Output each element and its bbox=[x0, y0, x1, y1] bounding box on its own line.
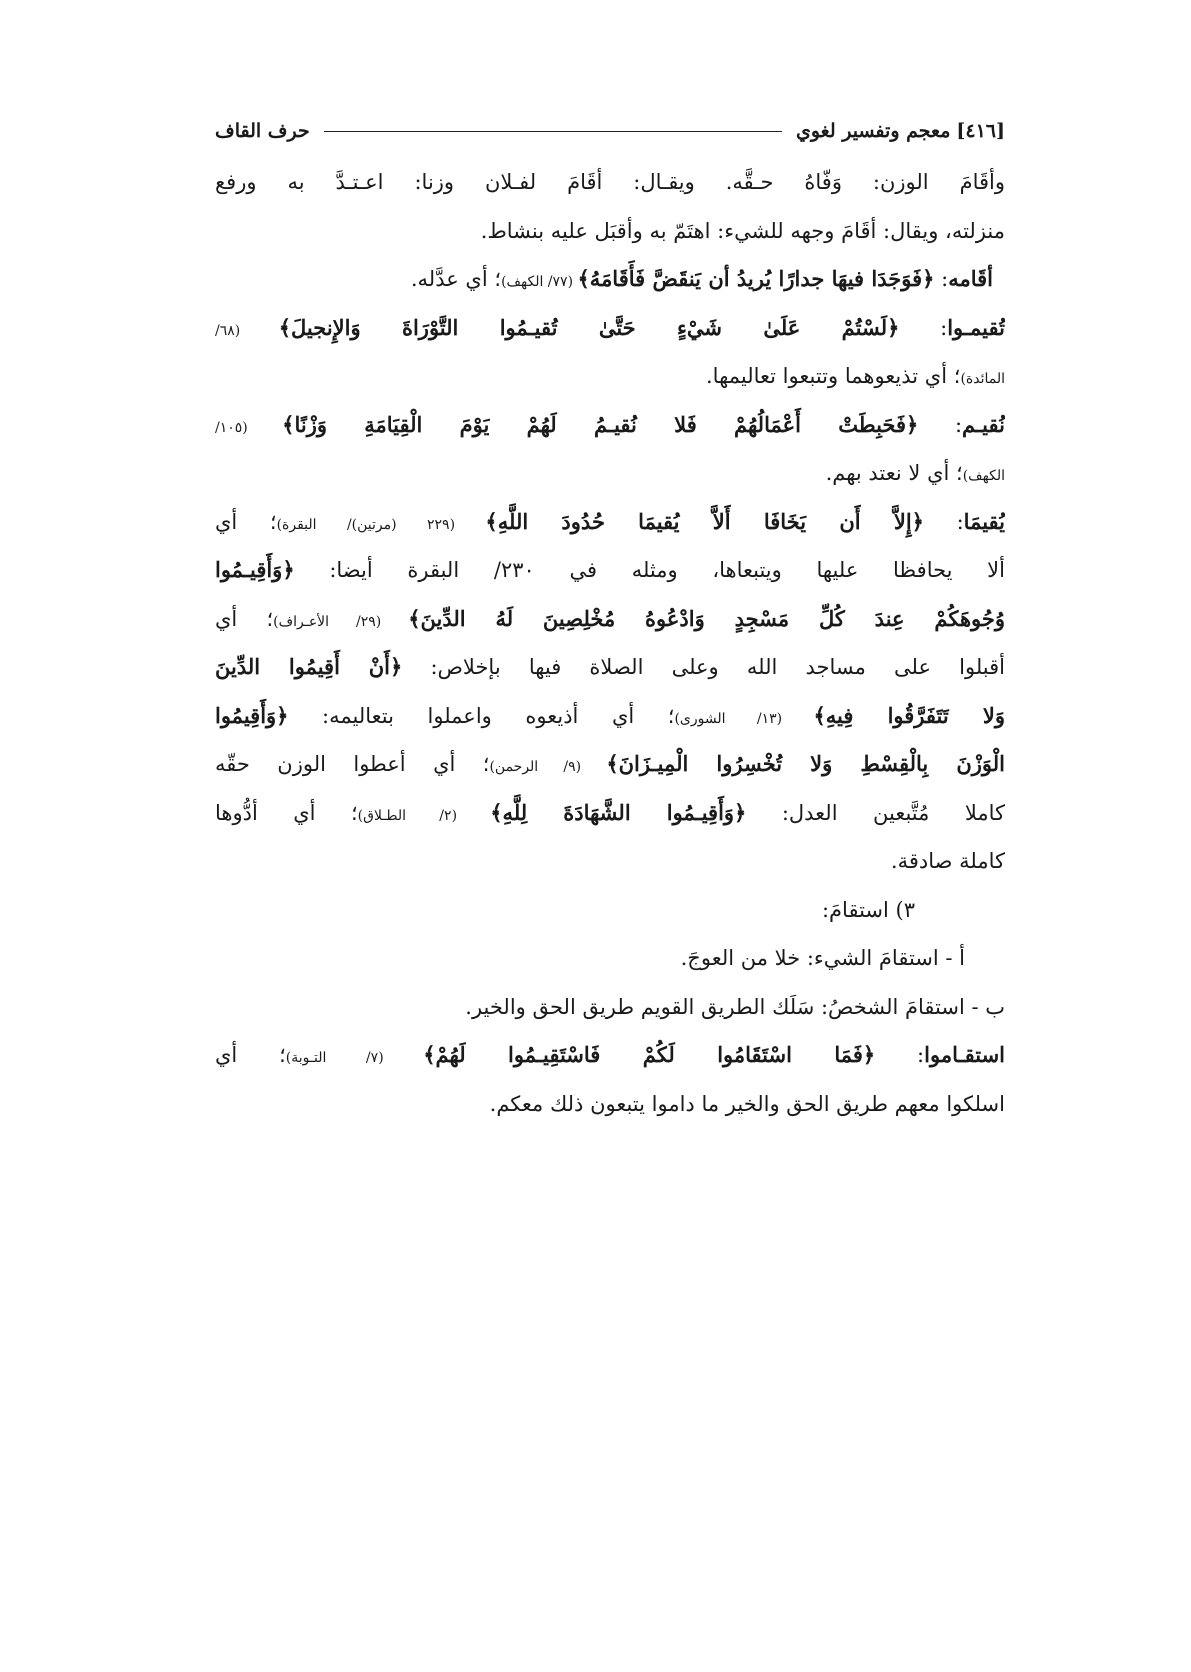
text-span: ؛ أي أعطوا الوزن حقّه bbox=[215, 752, 490, 776]
page-number: [٤١٦] bbox=[956, 120, 1005, 142]
text-span: ؛ أي أدُّوها bbox=[215, 800, 358, 825]
text-span: : bbox=[918, 412, 963, 437]
text-span: اسلكوا معهم طريق الحق والخير ما داموا يتبعون ذلك معكم. bbox=[489, 1091, 1005, 1116]
quran-verse: ﴿فَوَجَدَا فيهَا جدارًا يُريدُ أن يَنقَضَّ فَأَقَامَهُ﴾ bbox=[577, 266, 935, 291]
verse-reference: الكهف) bbox=[962, 468, 1005, 484]
text-line bbox=[215, 352, 1005, 401]
text-line bbox=[215, 789, 1005, 838]
text-line bbox=[215, 983, 1005, 1032]
quran-verse: الْوَزْنَ بِالْقِسْطِ وَلا تُخْسِرُوا الْمِيـزَانَ﴾ bbox=[606, 751, 1005, 776]
text-span: ؛ أي bbox=[215, 509, 277, 534]
headword: يُقيمَا bbox=[963, 508, 1005, 534]
text-span: ؛ أي bbox=[215, 1043, 286, 1067]
quran-verse: ﴿فَحَبِطَتْ أَعْمَالُهُمْ فَلا نُقيـمُ لَهُمْ يَوْمَ الْقِيَامَةِ وَزْنًا﴾ bbox=[282, 411, 919, 437]
document-page bbox=[215, 118, 1005, 1128]
text-line bbox=[215, 449, 1005, 498]
quran-verse: ﴿وَأَقِيـمُوا الشَّهَادَةَ لِلَّهِ﴾ bbox=[490, 799, 747, 825]
text-span: ألا يحافظا عليها ويتبعاها، ومثله في ٢٣٠/ البقرة أيضا: bbox=[294, 558, 1005, 582]
headword: أقَامه bbox=[948, 266, 993, 291]
text-line bbox=[215, 886, 1005, 935]
section-title: حرف القاف bbox=[215, 120, 310, 142]
verse-reference: (٧/ التـوبة) bbox=[285, 1050, 424, 1066]
verse-reference: (٢/ الطـلاق) bbox=[357, 807, 491, 824]
text-span: : bbox=[875, 1043, 925, 1067]
text-span: أقبلوا على مساجد الله وعلى الصلاة فيها بإخلاص: bbox=[402, 655, 1005, 679]
text-line bbox=[215, 1031, 1005, 1080]
text-span: ؛ أي لا نعتد بهم. bbox=[825, 461, 963, 485]
header-rule bbox=[324, 131, 782, 132]
text-span: كاملا مُتَّبعين العدل: bbox=[746, 800, 1005, 825]
verse-reference: (١٠٥/ bbox=[215, 419, 283, 436]
verse-reference: المائدة) bbox=[960, 371, 1005, 387]
text-span: ؛ أي bbox=[215, 606, 274, 631]
text-line bbox=[215, 692, 1005, 741]
quran-verse: وَلا تَتَفَرَّقُوا فِيهِ﴾ bbox=[813, 702, 1005, 728]
text-span: ؛ أي عدَّله. bbox=[410, 267, 502, 291]
text-line bbox=[215, 643, 1005, 692]
text-line bbox=[215, 255, 1005, 304]
text-span: : bbox=[899, 315, 948, 340]
text-span: كاملة صادقة. bbox=[890, 849, 1005, 873]
quran-verse: ﴿أَنْ أَقِيمُوا الدِّينَ bbox=[215, 654, 403, 679]
body-text bbox=[215, 158, 1005, 1128]
text-span: منزلته، ويقال: أقَامَ وجهه للشيء: اهتَمّ به وأقبَل عليه بنشاط. bbox=[480, 218, 1005, 243]
text-line bbox=[215, 401, 1005, 450]
text-line bbox=[215, 837, 1005, 886]
text-span: : bbox=[934, 267, 949, 291]
text-span: ب - استقامَ الشخصُ: سَلَك الطريق القويم طريق الحق والخير. bbox=[465, 994, 1005, 1019]
headword: استقـاموا bbox=[924, 1042, 1005, 1067]
text-span: وأقَامَ الوزن: وَفّاهُ حـقَّه. ويقـال: أقَامَ لفـلان وزنا: اعـتـدَّ به ورفع bbox=[215, 170, 1005, 194]
page-header bbox=[215, 118, 1005, 144]
verse-reference: (٩/ الرحمن) bbox=[489, 759, 607, 775]
text-line bbox=[215, 934, 1005, 983]
text-line bbox=[215, 207, 1005, 256]
book-title: معجم وتفسير لغوي bbox=[796, 120, 951, 142]
text-span: ؛ أي أذيعوه واعملوا بتعاليمه: bbox=[288, 703, 675, 728]
verse-reference: (١٣/ الشورى) bbox=[674, 710, 814, 727]
headword: نُقيـم bbox=[962, 411, 1005, 437]
quran-verse: ﴿إِلاَّ أَن يَخَافَا أَلاَّ يُقيمَا حُدُودَ اللَّهِ﴾ bbox=[485, 508, 924, 534]
text-line bbox=[215, 740, 1005, 789]
quran-verse: ﴿وَأَقِيـمُوا bbox=[215, 557, 295, 582]
verse-reference: (٢٢٩ (مرتين)/ البقرة) bbox=[276, 516, 486, 533]
quran-verse: ﴿فَمَا اسْتَقَامُوا لَكُمْ فَاسْتَقِيـمُوا لَهُمْ﴾ bbox=[423, 1042, 876, 1067]
quran-verse: ﴿وَأَقِيمُوا bbox=[215, 702, 289, 728]
verse-reference: (٢٩/ الأعـراف) bbox=[273, 613, 409, 630]
text-line bbox=[215, 1080, 1005, 1129]
text-line bbox=[215, 595, 1005, 644]
text-line bbox=[215, 498, 1005, 547]
verse-reference: (٦٨/ bbox=[215, 322, 279, 339]
text-span: ٣) استقامَ: bbox=[821, 897, 915, 922]
text-span: ؛ أي تذيعوهما وتتبعوا تعاليمها. bbox=[706, 364, 961, 388]
text-line bbox=[215, 158, 1005, 207]
quran-verse: ﴿لَسْتُمْ عَلَىٰ شَيْءٍ حَتَّىٰ تُقيـمُوا التَّوْرَاةَ وَالإِنجيلَ﴾ bbox=[278, 314, 900, 340]
headword: تُقيمـوا bbox=[947, 314, 1005, 340]
text-line bbox=[215, 304, 1005, 353]
verse-reference: (٧٧/ الكهف) bbox=[501, 274, 578, 290]
text-span: أ - استقامَ الشيء: خلا من العوجَ. bbox=[680, 946, 965, 970]
quran-verse: وُجُوهَكُمْ عِندَ كُلِّ مَسْجِدٍ وَادْعُوهُ مُخْلِصِينَ لَهُ الدِّينَ﴾ bbox=[408, 605, 1005, 631]
text-span: : bbox=[923, 509, 964, 534]
text-line bbox=[215, 546, 1005, 595]
